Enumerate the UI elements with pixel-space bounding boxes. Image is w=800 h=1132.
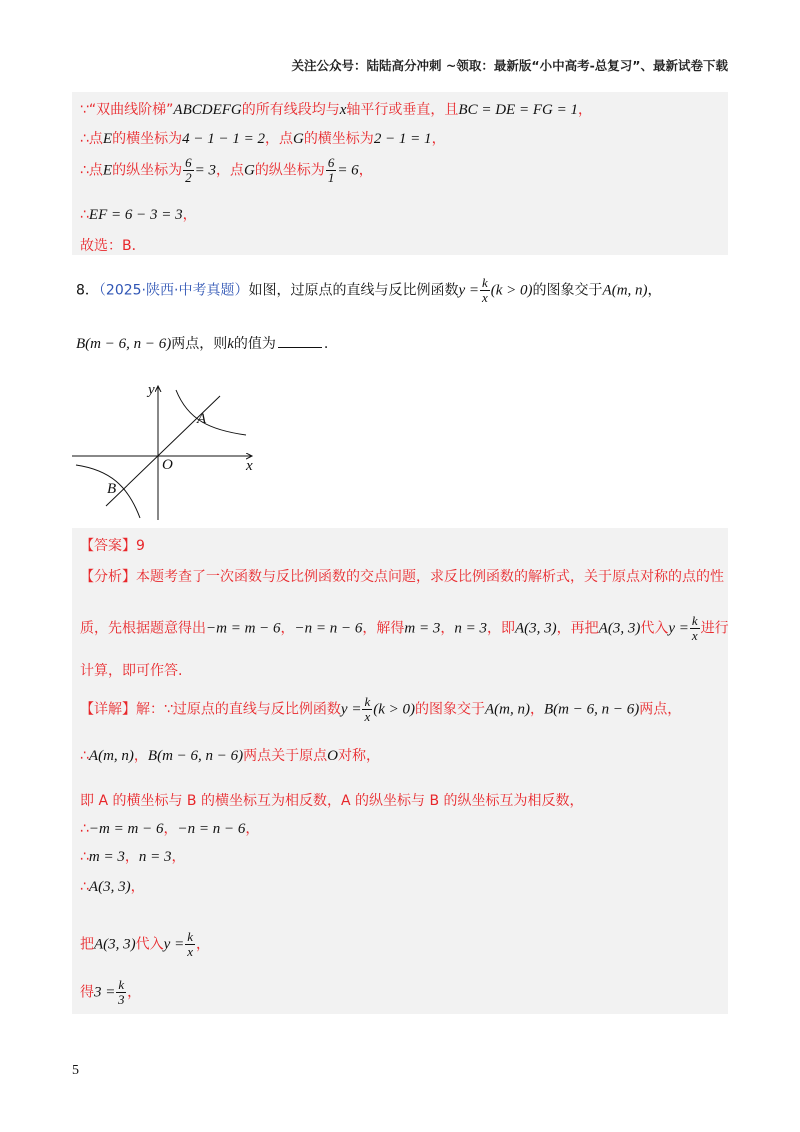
fraction: $\frac{k}{x}$ — [364, 694, 371, 724]
label-a: A — [197, 411, 207, 427]
math: −m = m − 6 — [88, 821, 164, 837]
answer-line-9 — [80, 846, 186, 866]
math: m = 3 — [88, 849, 125, 865]
math: −m = m − 6 — [206, 620, 281, 637]
answer-line-5 — [80, 695, 681, 724]
text: ， — [182, 207, 197, 223]
text: ，再把 — [556, 620, 599, 637]
math: (k > 0) — [490, 282, 533, 299]
label-o: O — [162, 457, 173, 473]
text: ∴点 — [80, 162, 103, 179]
text: ， — [130, 879, 145, 895]
text: 轴平行或垂直，且 — [346, 102, 459, 118]
text: ，即 — [487, 620, 515, 637]
text: 的横坐标为 — [303, 131, 374, 147]
label-b: B — [107, 481, 117, 497]
text: ， — [245, 821, 260, 837]
fraction: $\frac{k}{x}$ — [691, 613, 698, 643]
label-y: y — [148, 382, 155, 398]
math: B(m − 6, n − 6) — [544, 701, 640, 718]
text: 的所有线段均与 — [241, 102, 340, 118]
text: 的图象交于 — [532, 282, 603, 299]
text: ∴ — [80, 748, 89, 764]
math: A(m, n) — [602, 282, 648, 299]
text: 如图，过原点的直线与反比例函数 — [248, 282, 459, 299]
math: y = — [163, 936, 185, 953]
math: = 6 — [337, 162, 359, 179]
text: ， — [577, 102, 592, 118]
math: A(3, 3) — [94, 936, 136, 953]
math: BC = DE = FG = 1 — [458, 102, 578, 118]
question-source: （2025·陕西·中考真题） — [98, 282, 249, 299]
text: 两点，则 — [171, 336, 228, 352]
text: ， — [195, 936, 210, 953]
math: A(m, n) — [88, 748, 134, 764]
text: ， — [171, 849, 186, 865]
prev-solution-line-2 — [80, 128, 446, 148]
text: 代入 — [135, 936, 164, 953]
math: A(m, n) — [485, 701, 530, 718]
answer-line-4: 计算，即可作答. — [80, 663, 183, 679]
prev-solution-line-1 — [80, 99, 592, 119]
answer-line-2: 【分析】本题考查了一次函数与反比例函数的交点问题，求反比例函数的解析式，关于原点对称的点的性 — [80, 569, 724, 585]
text: 两点关于原点 — [243, 748, 328, 764]
text: 的纵坐标为 — [112, 162, 183, 179]
fraction: $\frac{6}{1}$ — [327, 155, 335, 185]
math: m = 3 — [404, 620, 441, 637]
text: . — [323, 336, 329, 352]
answer-line-7: 即 A 的横坐标与 B 的横坐标互为相反数，A 的纵坐标与 B 的纵坐标互为相反数， — [80, 793, 584, 809]
answer-line-6 — [80, 745, 380, 765]
text: 得 — [80, 984, 94, 1001]
text: ∴ — [80, 849, 89, 865]
text: 代入 — [640, 620, 669, 637]
math: −n = n − 6 — [294, 620, 363, 637]
math: E — [102, 162, 113, 179]
text: ∴ — [80, 821, 89, 837]
text: 的图象交于 — [415, 701, 485, 718]
text: ， — [127, 984, 142, 1001]
label-x: x — [246, 458, 253, 474]
prev-solution-line-3 — [80, 156, 373, 185]
text: 质，先根据题意得出 — [80, 620, 206, 637]
text: 对称， — [338, 748, 380, 764]
math: (k > 0) — [373, 701, 415, 718]
text: ， — [280, 620, 295, 637]
text: ， — [431, 131, 446, 147]
math: x — [339, 102, 347, 118]
text: 的值为 — [233, 336, 276, 352]
fraction: $\frac{k}{x}$ — [481, 275, 488, 305]
prev-solution-line-4 — [80, 204, 197, 224]
text: ， — [358, 162, 373, 179]
math: EF = 6 − 3 = 3 — [88, 207, 183, 223]
text: 的纵坐标为 — [254, 162, 325, 179]
text: 把 — [80, 936, 94, 953]
fraction: $\frac{6}{2}$ — [185, 155, 192, 185]
math: y = — [668, 620, 689, 637]
page-number: 5 — [72, 1063, 79, 1078]
page-header: 关注公众号：陆陆高分冲刺 ~领取：最新版“小中高考-总复习”、最新试卷下载 — [291, 58, 728, 73]
math: E — [102, 131, 113, 147]
text: ， — [530, 701, 544, 718]
answer-line-8 — [80, 818, 259, 838]
hyperbola-figure — [70, 378, 270, 523]
math: n = 3 — [138, 849, 172, 865]
math: O — [327, 748, 338, 764]
math: B(m − 6, n − 6) — [76, 336, 172, 352]
text: ∴ — [80, 207, 89, 223]
question-line-2 — [76, 333, 328, 353]
text: ，点 — [215, 162, 244, 179]
text: ∴点 — [80, 131, 103, 147]
text: ∴ — [80, 879, 89, 895]
text: ， — [647, 282, 662, 299]
text: 【详解】解：∵过原点的直线与反比例函数 — [80, 701, 341, 718]
text: ，解得 — [362, 620, 405, 637]
fraction: $\frac{k}{3}$ — [118, 977, 125, 1007]
math: A(3, 3) — [598, 620, 641, 637]
text: ∵“双曲线阶梯” — [80, 102, 174, 118]
text: 两点， — [639, 701, 682, 718]
math: y = — [340, 701, 362, 718]
text: ， — [440, 620, 455, 637]
math: B(m − 6, n − 6) — [147, 748, 244, 764]
math: k — [227, 336, 234, 352]
answer-line-1: 【答案】9 — [80, 538, 145, 554]
answer-line-11 — [80, 930, 210, 959]
text: ， — [124, 849, 139, 865]
math: ABCDEFG — [173, 102, 242, 118]
math: 2 − 1 = 1 — [373, 131, 432, 147]
math: A(3, 3) — [88, 879, 131, 895]
math: 3 = — [94, 984, 116, 1001]
math: = 3 — [194, 162, 216, 179]
question-number: 8． — [76, 282, 99, 299]
answer-line-10 — [80, 876, 145, 896]
math: n = 3 — [454, 620, 487, 637]
question-line-1 — [76, 276, 662, 305]
text: ，点 — [264, 131, 293, 147]
math: G — [243, 162, 255, 179]
text: 进行 — [700, 620, 729, 637]
math: y = — [458, 282, 479, 299]
fraction: $\frac{k}{x}$ — [187, 929, 193, 959]
answer-line-3 — [80, 614, 729, 643]
math: 4 − 1 − 1 = 2 — [182, 131, 265, 147]
math: A(3, 3) — [515, 620, 557, 637]
math: −n = n − 6 — [177, 821, 246, 837]
answer-blank — [278, 347, 322, 348]
answer-line-12 — [80, 978, 141, 1007]
text: ， — [163, 821, 178, 837]
prev-solution-line-5: 故选：B． — [80, 238, 146, 254]
text: 的横坐标为 — [112, 131, 183, 147]
math: G — [292, 131, 304, 147]
text: ， — [133, 748, 148, 764]
